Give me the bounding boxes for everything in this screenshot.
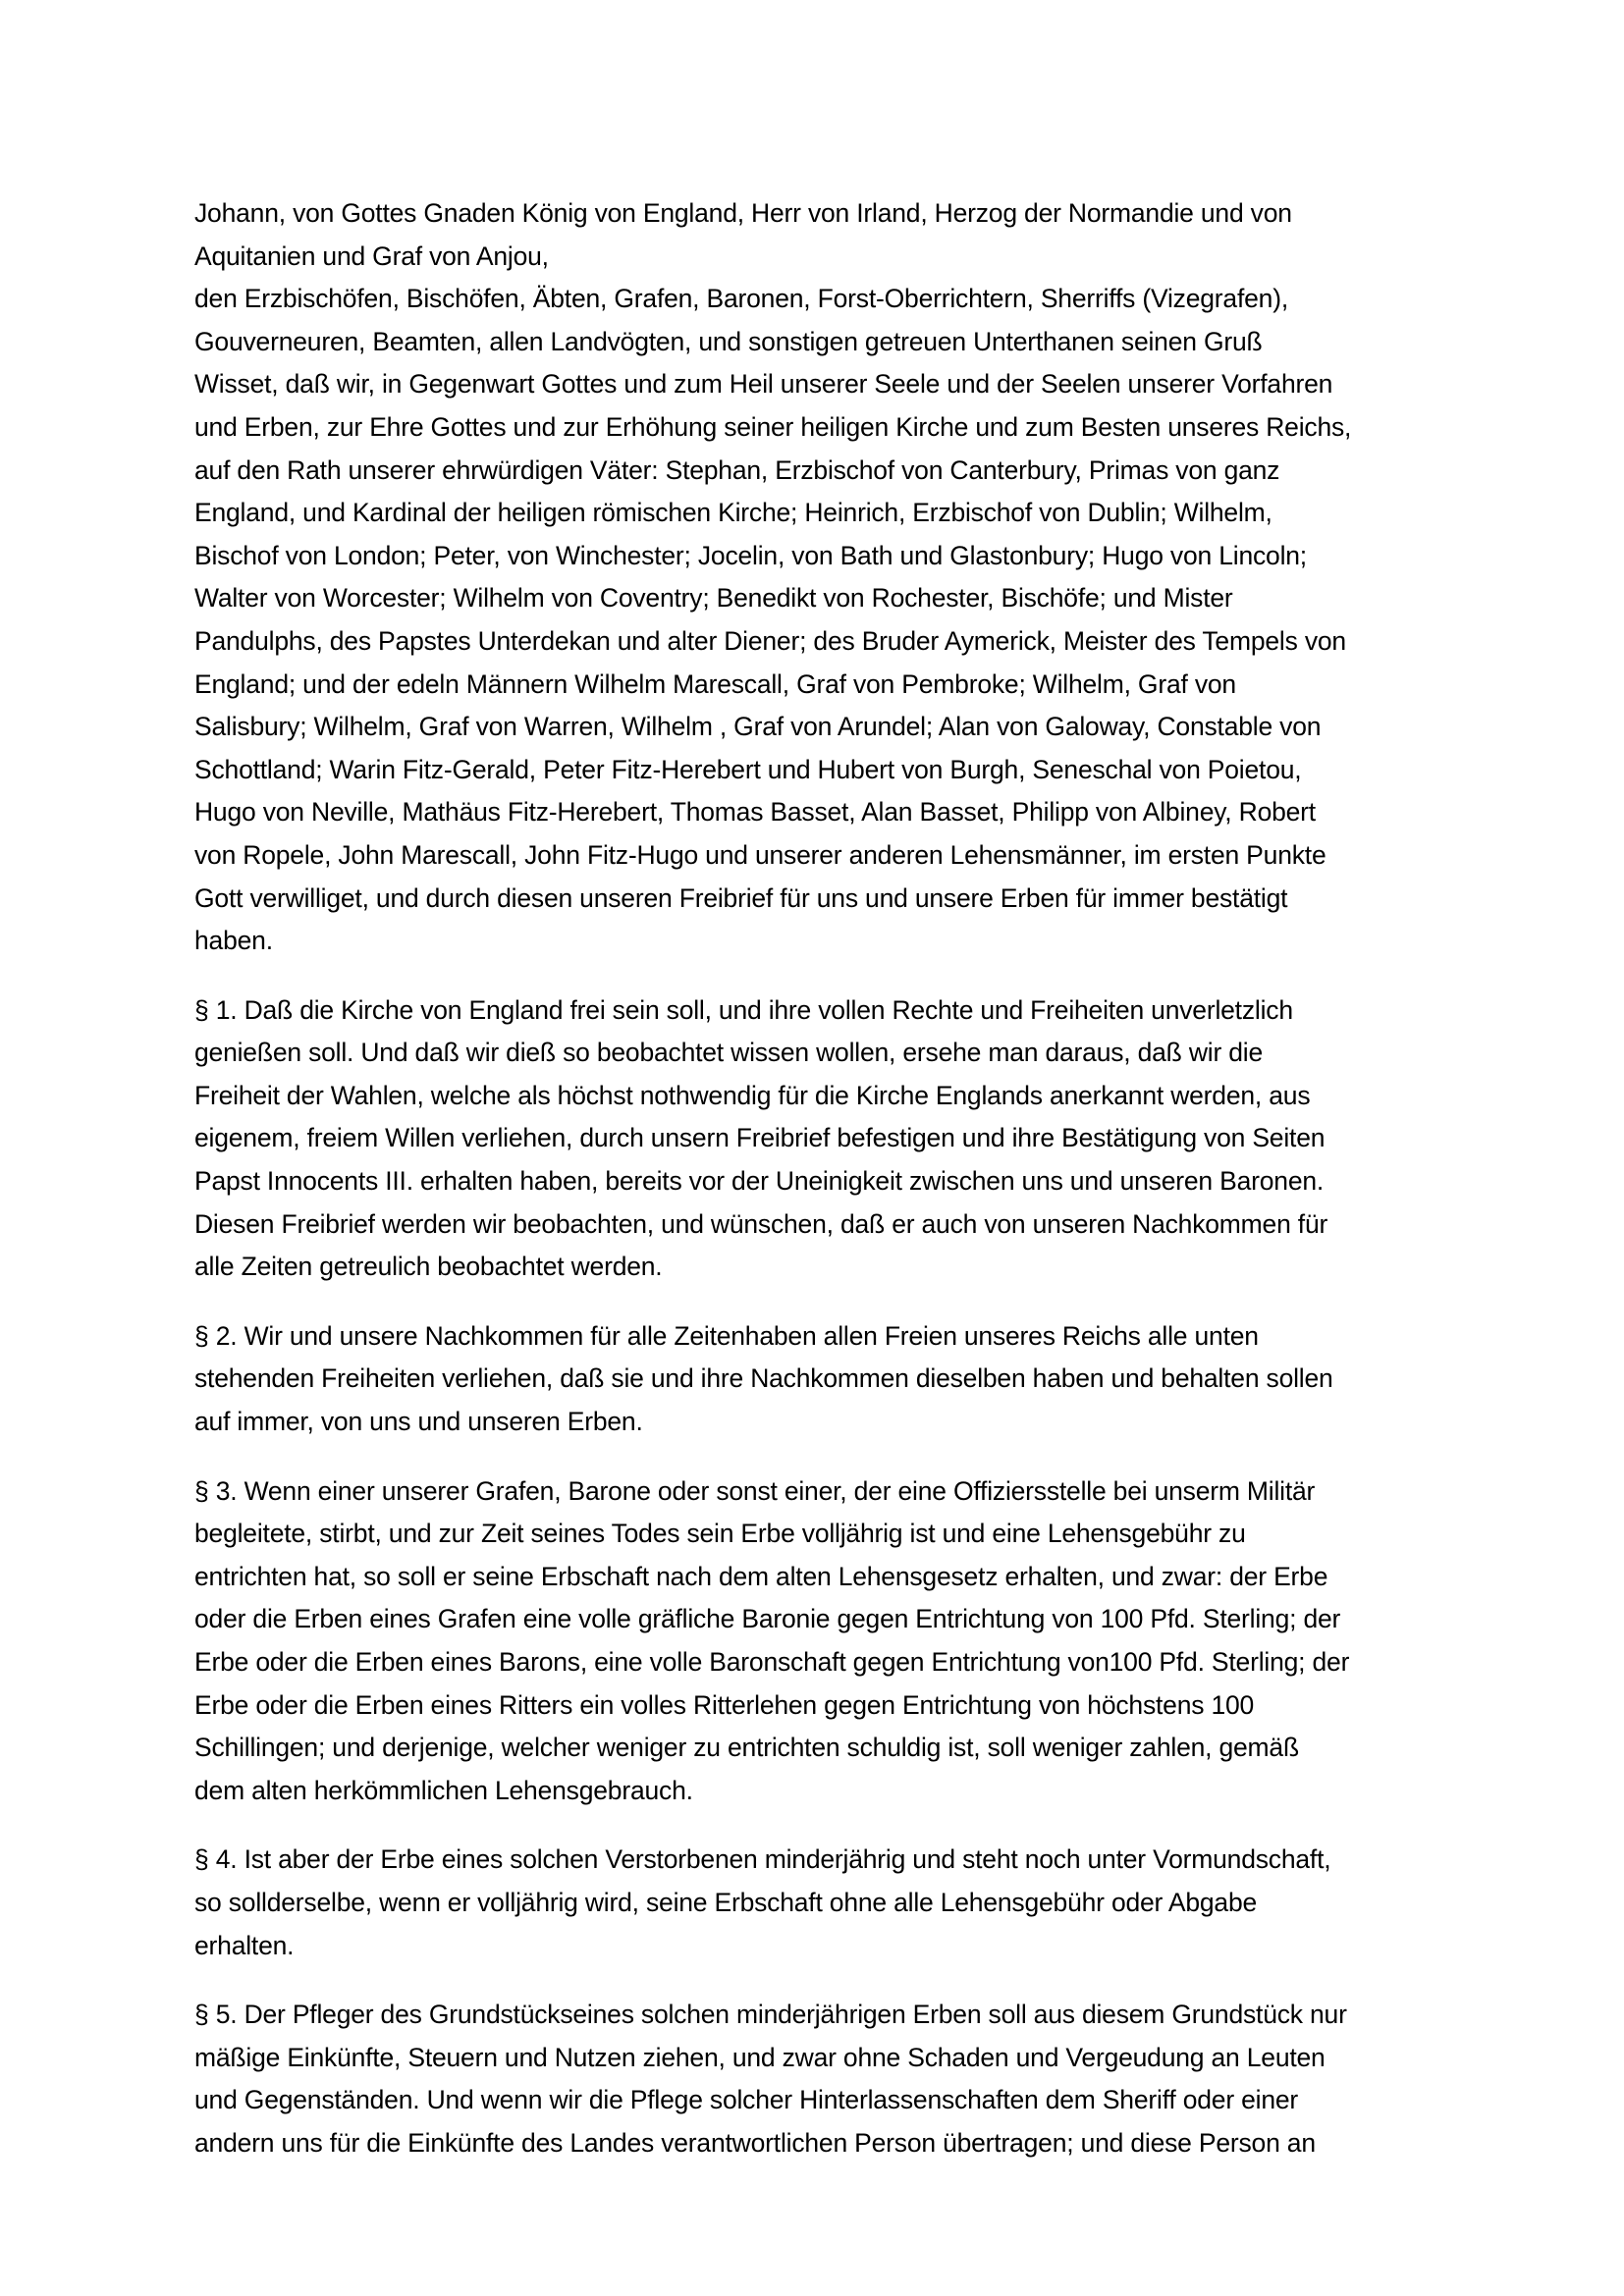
paragraph [194, 1315, 1441, 1444]
text-line: § 1. Daß die Kirche von England frei sein soll, und ihre vollen Rechte und Freiheiten unverletzlich [194, 994, 1293, 1025]
text-line: England, und Kardinal der heiligen römischen Kirche; Heinrich, Erzbischof von Dublin; Wilhelm, [194, 498, 1272, 528]
text-line: Walter von Worcester; Wilhelm von Coventry; Benedikt von Rochester, Bischöfe; und Mister [194, 583, 1233, 614]
text-line: § 3. Wenn einer unserer Grafen, Barone oder sonst einer, der eine Offiziersstelle bei unserm Militär [194, 1475, 1316, 1506]
text-line: eigenem, freiem Willen verliehen, durch unsern Freibrief befestigen und ihre Bestätigung von Seiten [194, 1123, 1326, 1153]
text-line: auf immer, von uns und unseren Erben. [194, 1407, 643, 1437]
text-line: auf den Rath unserer ehrwürdigen Väter: Stephan, Erzbischof von Canterbury, Primas von ganz [194, 454, 1280, 485]
text-line: stehenden Freiheiten verliehen, daß sie und ihre Nachkommen dieselben haben und behalten sollen [194, 1363, 1333, 1394]
text-line: alle Zeiten getreulich beobachtet werden. [194, 1252, 663, 1282]
text-line: Erbe oder die Erben eines Barons, eine volle Baronschaft gegen Entrichtung von100 Pfd. Sterling; der [194, 1647, 1350, 1677]
text-line: England; und der edeln Männern Wilhelm Marescall, Graf von Pembroke; Wilhelm, Graf von [194, 668, 1236, 699]
document-body [194, 192, 1441, 2165]
text-line: Gouverneuren, Beamten, allen Landvögten, und sonstigen getreuen Unterthanen seinen Gruß [194, 326, 1263, 356]
paragraph [194, 1994, 1441, 2164]
text-line: Salisbury; Wilhelm, Graf von Warren, Wilhelm , Graf von Arundel; Alan von Galoway, Constable von [194, 712, 1322, 742]
text-line: mäßige Einkünfte, Steuern und Nutzen ziehen, und zwar ohne Schaden und Vergeudung an Leuten [194, 2042, 1326, 2072]
text-line: Diesen Freibrief werden wir beobachten, und wünschen, daß er auch von unseren Nachkommen für [194, 1208, 1328, 1239]
text-line: von Ropele, John Marescall, John Fitz-Hugo und unserer anderen Lehensmänner, im ersten Punkte [194, 839, 1326, 870]
paragraph [194, 989, 1441, 1289]
text-line: andern uns für die Einkünfte des Landes verantwortlichen Person übertragen; und diese Person an [194, 2127, 1316, 2158]
text-line: Johann, von Gottes Gnaden König von England, Herr von Irland, Herzog der Normandie und von [194, 198, 1292, 228]
text-line: entrichten hat, so soll er seine Erbschaft nach dem alten Lehensgesetz erhalten, und zwar: der Erbe [194, 1561, 1328, 1591]
text-line: Gott verwilliget, und durch diesen unseren Freibrief für uns und unsere Erben für immer bestätigt [194, 882, 1288, 913]
text-line: Erbe oder die Erben eines Ritters ein volles Ritterlehen gegen Entrichtung von höchstens 100 [194, 1689, 1255, 1720]
text-line: Schottland; Warin Fitz-Gerald, Peter Fitz-Herebert und Hubert von Burgh, Seneschal von Poietou, [194, 754, 1302, 784]
text-line: Freiheit der Wahlen, welche als höchst nothwendig für die Kirche Englands anerkannt werden, aus [194, 1080, 1311, 1110]
text-line: erhalten. [194, 1930, 295, 1960]
paragraph [194, 192, 1441, 963]
paragraph [194, 1839, 1441, 1967]
text-line: begleitete, stirbt, und zur Zeit seines Todes sein Erbe volljährig ist und eine Lehensgebühr zu [194, 1519, 1246, 1549]
text-line: Pandulphs, des Papstes Unterdekan und alter Diener; des Bruder Aymerick, Meister des Tempels von [194, 625, 1346, 656]
text-line: Aquitanien und Graf von Anjou, [194, 240, 549, 271]
text-line: genießen soll. Und daß wir dieß so beobachtet wissen wollen, ersehe man daraus, daß wir die [194, 1038, 1264, 1068]
text-line: § 5. Der Pfleger des Grundstückseines solchen minderjährigen Erben soll aus diesem Grundstück nur [194, 2000, 1347, 2030]
text-line: Wisset, daß wir, in Gegenwart Gottes und zum Heil unserer Seele und der Seelen unserer Vorfahren [194, 369, 1333, 400]
text-line: oder die Erben eines Grafen eine volle gräfliche Baronie gegen Entrichtung von 100 Pfd. Sterling; der [194, 1604, 1341, 1634]
text-line: den Erzbischöfen, Bischöfen, Äbten, Grafen, Baronen, Forst-Oberrichtern, Sherriffs (Vizegrafen), [194, 284, 1288, 314]
text-line: so sollderselbe, wenn er volljährig wird, seine Erbschaft ohne alle Lehensgebühr oder Abgabe [194, 1887, 1258, 1917]
text-line: haben. [194, 926, 273, 956]
document-page [194, 192, 1441, 2165]
text-line: Hugo von Neville, Mathäus Fitz-Herebert, Thomas Basset, Alan Basset, Philipp von Albiney, Robert [194, 797, 1316, 828]
paragraph [194, 1470, 1441, 1813]
text-line: und Gegenständen. Und wenn wir die Pflege solcher Hinterlassenschaften dem Sheriff oder einer [194, 2085, 1299, 2115]
text-line: Schillingen; und derjenige, welcher weniger zu entrichten schuldig ist, soll weniger zahlen, gemäß [194, 1733, 1299, 1763]
text-line: dem alten herkömmlichen Lehensgebrauch. [194, 1775, 693, 1805]
text-line: § 2. Wir und unsere Nachkommen für alle Zeitenhaben allen Freien unseres Reichs alle unten [194, 1320, 1259, 1351]
text-line: Bischof von London; Peter, von Winchester; Jocelin, von Bath und Glastonbury; Hugo von Lincoln; [194, 540, 1307, 570]
text-line: § 4. Ist aber der Erbe eines solchen Verstorbenen minderjährig und steht noch unter Vormundschaft, [194, 1844, 1331, 1875]
text-line: Papst Innocents III. erhalten haben, bereits vor der Uneinigkeit zwischen uns und unseren Baronen. [194, 1166, 1325, 1197]
text-line: und Erben, zur Ehre Gottes und zur Erhöhung seiner heiligen Kirche und zum Besten unseres Reichs, [194, 411, 1352, 442]
